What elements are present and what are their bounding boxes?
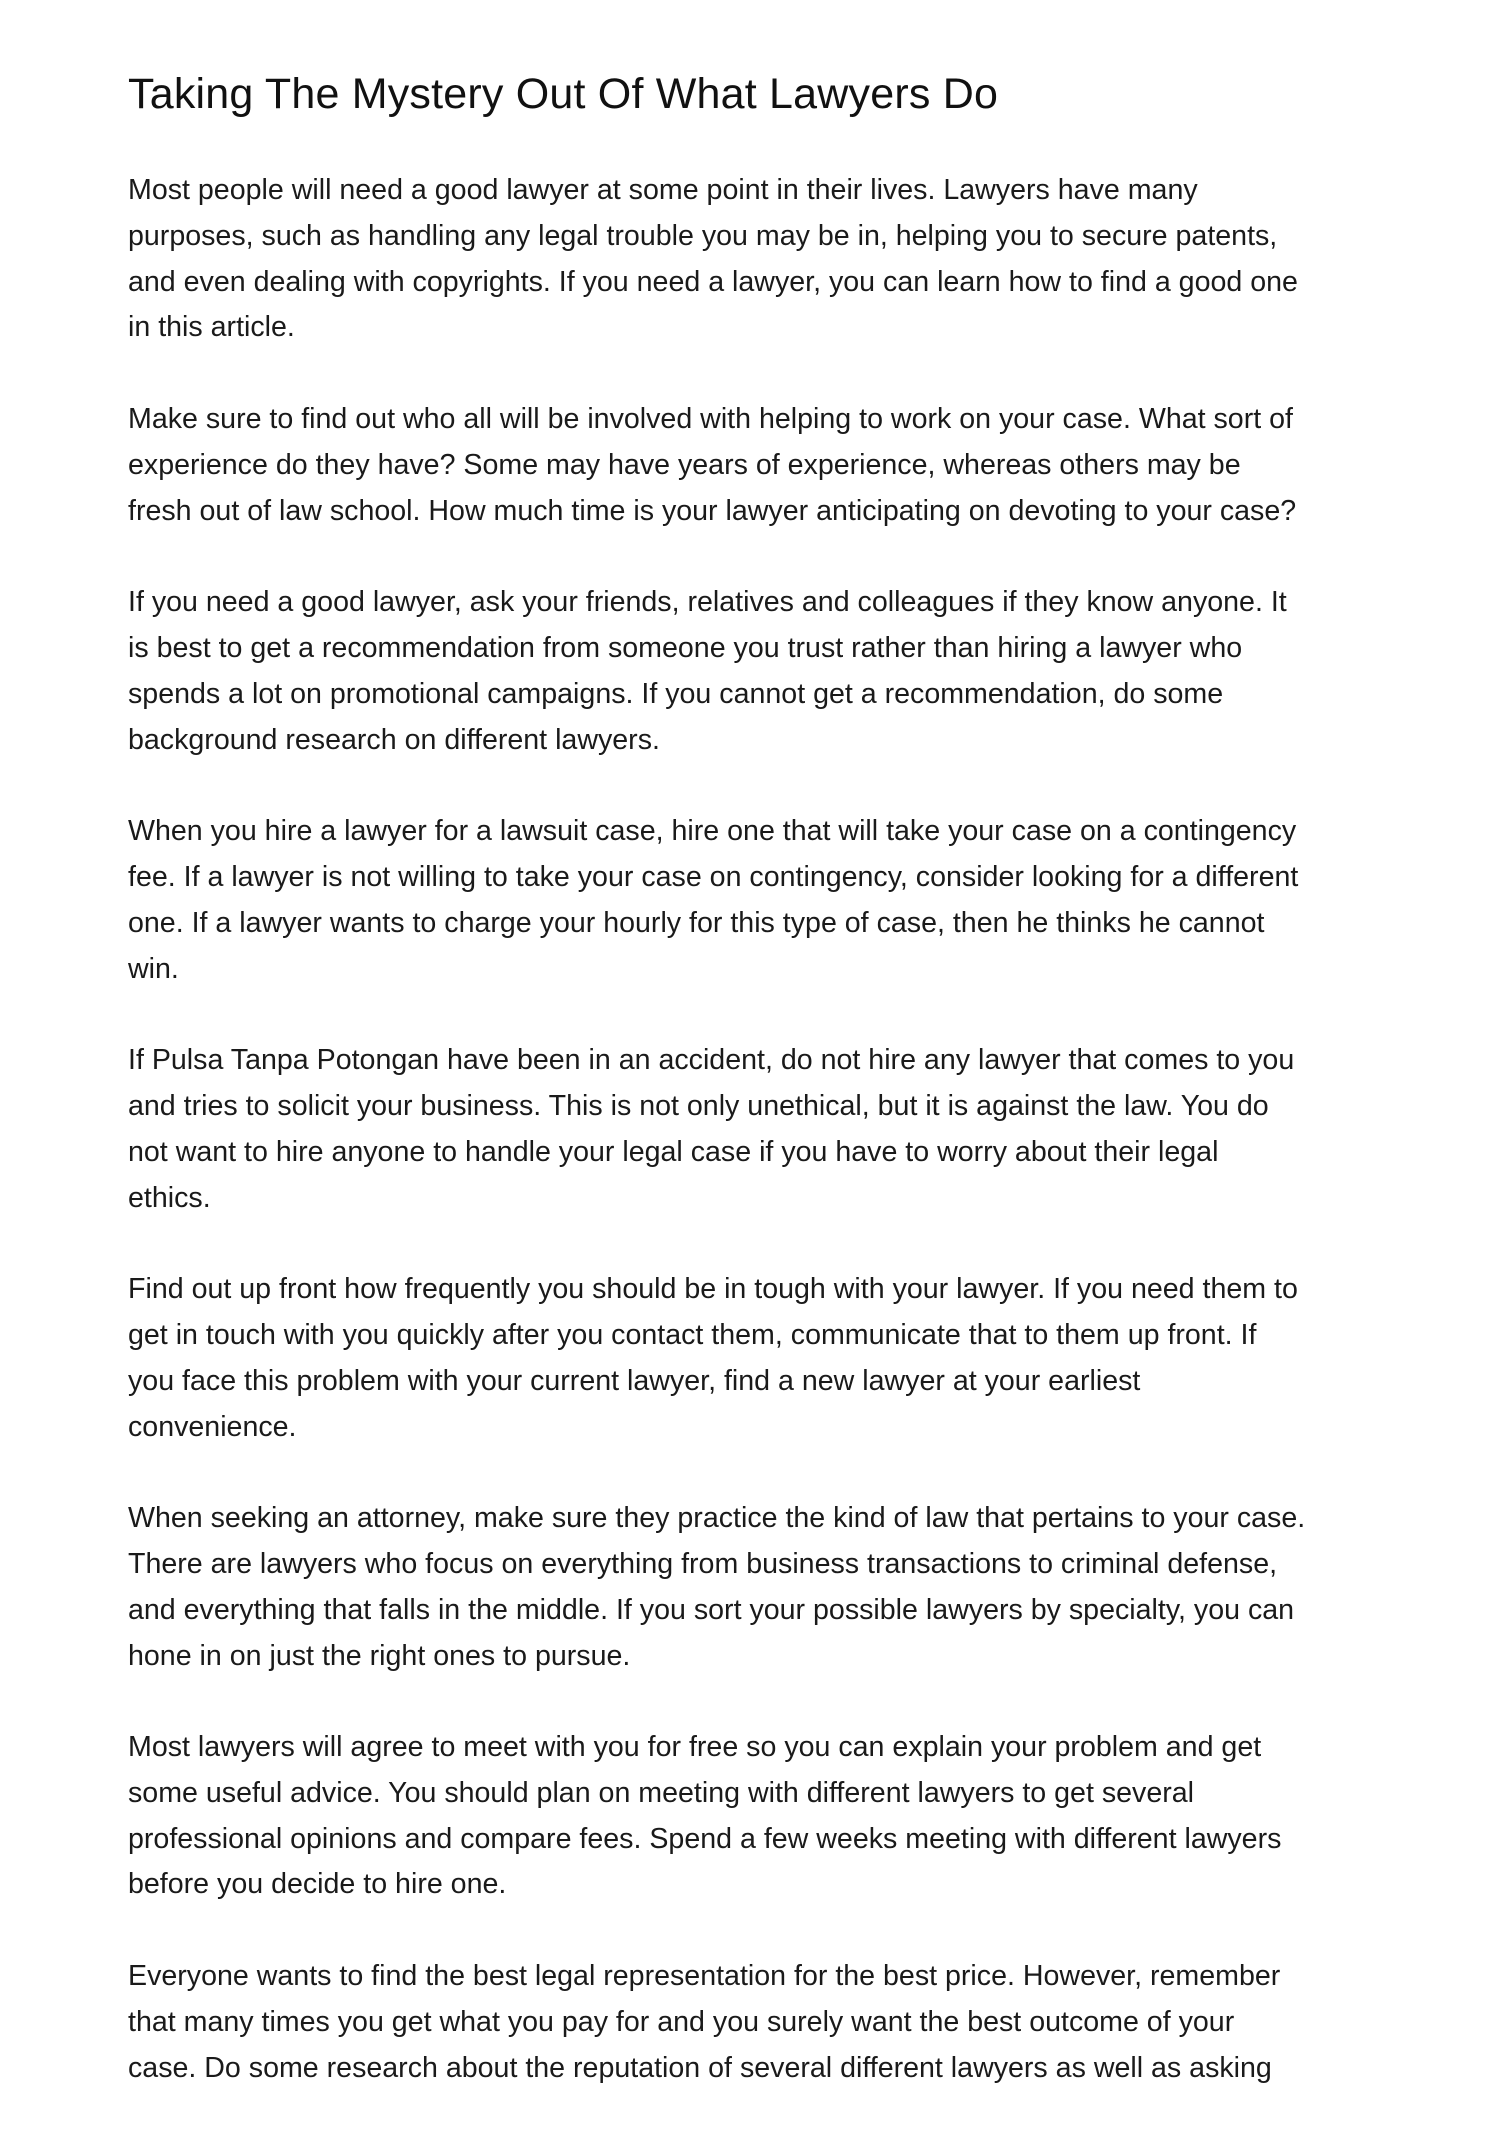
paragraph	[128, 1038, 1398, 1221]
paragraph-line: convenience.	[128, 1410, 297, 1443]
paragraph	[128, 1267, 1398, 1450]
paragraph	[128, 1496, 1398, 1679]
paragraph	[128, 580, 1398, 763]
paragraph-line: Everyone wants to find the best legal representation for the best price. However, remember	[128, 1960, 1281, 1993]
paragraph-line: background research on different lawyers.	[128, 723, 660, 756]
document-body	[128, 168, 1398, 2137]
paragraph	[128, 809, 1398, 992]
paragraph-line: is best to get a recommendation from someone you trust rather than hiring a lawyer who	[128, 631, 1243, 664]
paragraph	[128, 168, 1398, 351]
paragraph-line: spends a lot on promotional campaigns. If you cannot get a recommendation, do some	[128, 677, 1224, 710]
paragraph-line: fresh out of law school. How much time is your lawyer anticipating on devoting to your case?	[128, 494, 1297, 527]
paragraph-line: before you decide to hire one.	[128, 1868, 507, 1901]
paragraph-line: purposes, such as handling any legal trouble you may be in, helping you to secure patents,	[128, 219, 1278, 252]
paragraph-line: get in touch with you quickly after you contact them, communicate that to them up front. If	[128, 1318, 1257, 1351]
paragraph-line: one. If a lawyer wants to charge your hourly for this type of case, then he thinks he cannot	[128, 906, 1265, 939]
paragraph-line: Find out up front how frequently you should be in tough with your lawyer. If you need them to	[128, 1273, 1298, 1306]
paragraph-line: fee. If a lawyer is not willing to take your case on contingency, consider looking for a different	[128, 860, 1299, 893]
document-title: Taking The Mystery Out Of What Lawyers Do	[128, 70, 999, 118]
paragraph-line: in this article.	[128, 311, 295, 344]
paragraph-line: win.	[128, 952, 179, 985]
paragraph-line: Most lawyers will agree to meet with you for free so you can explain your problem and get	[128, 1731, 1262, 1764]
paragraph-line: If you need a good lawyer, ask your friends, relatives and colleagues if they know anyone. It	[128, 586, 1287, 619]
paragraph-line: and tries to solicit your business. This is not only unethical, but it is against the law. You do	[128, 1089, 1269, 1122]
paragraph-line: When seeking an attorney, make sure they practice the kind of law that pertains to your case.	[128, 1502, 1306, 1535]
paragraph-line: If Pulsa Tanpa Potongan have been in an accident, do not hire any lawyer that comes to you	[128, 1044, 1295, 1077]
paragraph-line: experience do they have? Some may have years of experience, whereas others may be	[128, 448, 1241, 481]
paragraph	[128, 1725, 1398, 1908]
paragraph-line: that many times you get what you pay for and you surely want the best outcome of your	[128, 2005, 1235, 2038]
paragraph-line: case. Do some research about the reputation of several different lawyers as well as asking	[128, 2051, 1272, 2084]
paragraph-line: you face this problem with your current lawyer, find a new lawyer at your earliest	[128, 1364, 1141, 1397]
paragraph-line: not want to hire anyone to handle your legal case if you have to worry about their legal	[128, 1135, 1219, 1168]
paragraph-line: When you hire a lawyer for a lawsuit case, hire one that will take your case on a contingency	[128, 815, 1297, 848]
paragraph-line: some useful advice. You should plan on meeting with different lawyers to get several	[128, 1776, 1195, 1809]
paragraph-line: and everything that falls in the middle. If you sort your possible lawyers by specialty, you can	[128, 1593, 1295, 1626]
paragraph-line: Most people will need a good lawyer at some point in their lives. Lawyers have many	[128, 174, 1198, 206]
paragraph	[128, 1954, 1398, 2091]
paragraph-line: ethics.	[128, 1181, 211, 1214]
paragraph-line: There are lawyers who focus on everything from business transactions to criminal defense,	[128, 1547, 1278, 1580]
paragraph-line: hone in on just the right ones to pursue.	[128, 1639, 631, 1672]
paragraph-line: Make sure to find out who all will be involved with helping to work on your case. What sort of	[128, 402, 1293, 435]
paragraph	[128, 397, 1398, 534]
paragraph-line: and even dealing with copyrights. If you need a lawyer, you can learn how to find a good one	[128, 265, 1298, 298]
paragraph-line: professional opinions and compare fees. Spend a few weeks meeting with different lawyers	[128, 1822, 1282, 1855]
